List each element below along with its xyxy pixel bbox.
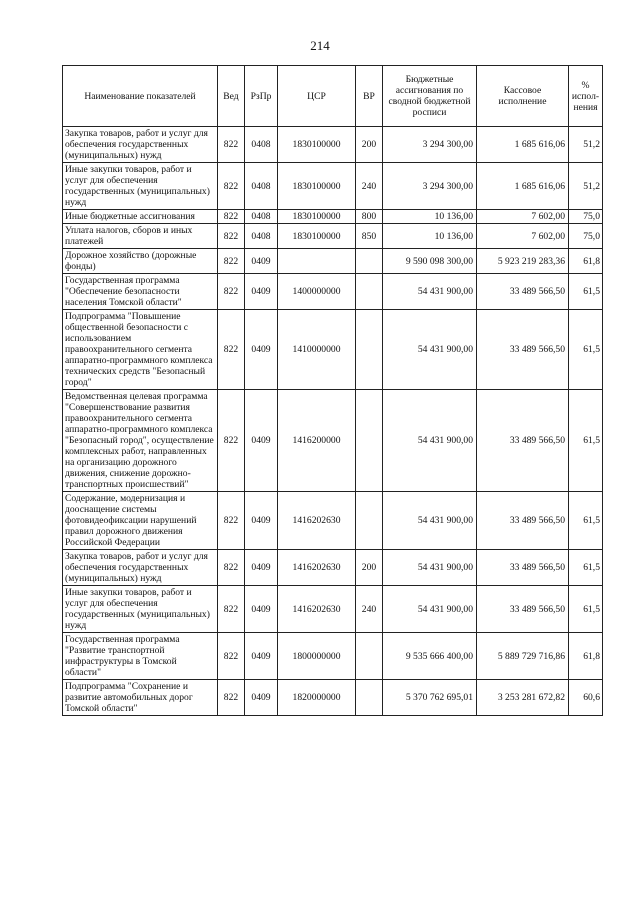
cell-pct: 51,2 — [569, 127, 603, 163]
cell-cash: 7 602,00 — [477, 224, 569, 249]
table-row — [63, 310, 603, 390]
cell-pct: 61,5 — [569, 310, 603, 390]
cell-ved: 822 — [218, 274, 245, 310]
cell-budget: 54 431 900,00 — [383, 586, 477, 633]
header-budget: Бюджетные ассигнования по сводной бюджетной росписи — [383, 66, 477, 127]
cell-name: Подпрограмма "Повышение общественной безопасности с использованием правоохранительного сегмента аппаратно-программного комплекса технических средств "Безопасный город" — [63, 310, 218, 390]
cell-ved: 822 — [218, 550, 245, 586]
cell-pct: 61,8 — [569, 249, 603, 274]
cell-rzpr: 0408 — [245, 224, 278, 249]
header-rzpr: РзПр — [245, 66, 278, 127]
cell-vr — [356, 492, 383, 550]
cell-name: Государственная программа "Обеспечение безопасности населения Томской области" — [63, 274, 218, 310]
cell-csr: 1416202630 — [278, 586, 356, 633]
cell-budget: 54 431 900,00 — [383, 274, 477, 310]
cell-rzpr: 0409 — [245, 586, 278, 633]
header-ved: Вед — [218, 66, 245, 127]
cell-csr: 1410000000 — [278, 310, 356, 390]
cell-pct: 60,6 — [569, 680, 603, 716]
cell-vr: 800 — [356, 210, 383, 224]
cell-budget: 54 431 900,00 — [383, 550, 477, 586]
cell-budget: 54 431 900,00 — [383, 310, 477, 390]
cell-cash: 7 602,00 — [477, 210, 569, 224]
header-vr: ВР — [356, 66, 383, 127]
cell-budget: 54 431 900,00 — [383, 492, 477, 550]
table-row — [63, 680, 603, 716]
cell-vr — [356, 390, 383, 492]
header-cash: Кассовое исполнение — [477, 66, 569, 127]
cell-vr — [356, 680, 383, 716]
table-row — [63, 633, 603, 680]
cell-rzpr: 0409 — [245, 249, 278, 274]
cell-cash: 33 489 566,50 — [477, 274, 569, 310]
cell-name: Государственная программа "Развитие транспортной инфраструктуры в Томской области" — [63, 633, 218, 680]
cell-pct: 61,8 — [569, 633, 603, 680]
cell-csr: 1416202630 — [278, 550, 356, 586]
cell-ved: 822 — [218, 680, 245, 716]
cell-ved: 822 — [218, 224, 245, 249]
cell-name: Подпрограмма "Сохранение и развитие автомобильных дорог Томской области" — [63, 680, 218, 716]
cell-rzpr: 0408 — [245, 210, 278, 224]
cell-vr — [356, 274, 383, 310]
cell-rzpr: 0409 — [245, 274, 278, 310]
cell-ved: 822 — [218, 127, 245, 163]
cell-rzpr: 0408 — [245, 163, 278, 210]
cell-budget: 3 294 300,00 — [383, 127, 477, 163]
table-header — [63, 66, 603, 127]
cell-name: Закупка товаров, работ и услуг для обеспечения государственных (муниципальных) нужд — [63, 127, 218, 163]
cell-cash: 33 489 566,50 — [477, 586, 569, 633]
cell-vr — [356, 633, 383, 680]
cell-pct: 75,0 — [569, 210, 603, 224]
cell-ved: 822 — [218, 586, 245, 633]
cell-vr: 850 — [356, 224, 383, 249]
cell-pct: 61,5 — [569, 586, 603, 633]
cell-name: Уплата налогов, сборов и иных платежей — [63, 224, 218, 249]
cell-vr: 200 — [356, 550, 383, 586]
table-row — [63, 249, 603, 274]
cell-csr — [278, 249, 356, 274]
cell-ved: 822 — [218, 310, 245, 390]
cell-pct: 61,5 — [569, 550, 603, 586]
cell-name: Ведомственная целевая программа "Совершенствование развития правоохранительного сегмента аппаратно-программного комплекса "Безопасный город", осуществление комплексных работ, направленных на организацию дорожного движения, снижение дорожно-транспортных происшествий" — [63, 390, 218, 492]
table-row — [63, 163, 603, 210]
cell-rzpr: 0409 — [245, 390, 278, 492]
cell-csr: 1830100000 — [278, 163, 356, 210]
cell-csr: 1830100000 — [278, 224, 356, 249]
cell-name: Иные бюджетные ассигнования — [63, 210, 218, 224]
header-pct: % испол-нения — [569, 66, 603, 127]
cell-vr: 240 — [356, 163, 383, 210]
table-row — [63, 210, 603, 224]
table-row — [63, 586, 603, 633]
table-row — [63, 274, 603, 310]
cell-name: Закупка товаров, работ и услуг для обеспечения государственных (муниципальных) нужд — [63, 550, 218, 586]
cell-vr — [356, 310, 383, 390]
cell-pct: 61,5 — [569, 274, 603, 310]
cell-pct: 61,5 — [569, 492, 603, 550]
cell-csr: 1400000000 — [278, 274, 356, 310]
header-csr: ЦСР — [278, 66, 356, 127]
cell-cash: 5 889 729 716,86 — [477, 633, 569, 680]
table-row — [63, 390, 603, 492]
cell-csr: 1416200000 — [278, 390, 356, 492]
cell-cash: 33 489 566,50 — [477, 550, 569, 586]
cell-cash: 1 685 616,06 — [477, 127, 569, 163]
cell-rzpr: 0409 — [245, 492, 278, 550]
cell-pct: 51,2 — [569, 163, 603, 210]
header-row — [63, 66, 603, 127]
cell-name: Иные закупки товаров, работ и услуг для обеспечения государственных (муниципальных) нужд — [63, 163, 218, 210]
cell-budget: 9 590 098 300,00 — [383, 249, 477, 274]
cell-rzpr: 0409 — [245, 680, 278, 716]
page-number: 214 — [310, 38, 330, 53]
cell-budget: 3 294 300,00 — [383, 163, 477, 210]
cell-budget: 5 370 762 695,01 — [383, 680, 477, 716]
cell-ved: 822 — [218, 633, 245, 680]
cell-name: Иные закупки товаров, работ и услуг для обеспечения государственных (муниципальных) нужд — [63, 586, 218, 633]
table-row — [63, 550, 603, 586]
cell-cash: 33 489 566,50 — [477, 310, 569, 390]
cell-ved: 822 — [218, 390, 245, 492]
cell-vr — [356, 249, 383, 274]
cell-ved: 822 — [218, 163, 245, 210]
cell-cash: 33 489 566,50 — [477, 390, 569, 492]
cell-pct: 61,5 — [569, 390, 603, 492]
cell-vr: 200 — [356, 127, 383, 163]
cell-ved: 822 — [218, 210, 245, 224]
budget-table — [62, 65, 603, 716]
cell-cash: 33 489 566,50 — [477, 492, 569, 550]
cell-pct: 75,0 — [569, 224, 603, 249]
cell-rzpr: 0409 — [245, 550, 278, 586]
cell-cash: 5 923 219 283,36 — [477, 249, 569, 274]
cell-vr: 240 — [356, 586, 383, 633]
cell-budget: 10 136,00 — [383, 224, 477, 249]
cell-csr: 1800000000 — [278, 633, 356, 680]
cell-ved: 822 — [218, 492, 245, 550]
cell-rzpr: 0408 — [245, 127, 278, 163]
cell-cash: 1 685 616,06 — [477, 163, 569, 210]
header-name: Наименование показателей — [63, 66, 218, 127]
cell-budget: 10 136,00 — [383, 210, 477, 224]
cell-ved: 822 — [218, 249, 245, 274]
cell-csr: 1830100000 — [278, 127, 356, 163]
cell-budget: 9 535 666 400,00 — [383, 633, 477, 680]
cell-csr: 1416202630 — [278, 492, 356, 550]
cell-rzpr: 0409 — [245, 310, 278, 390]
cell-csr: 1820000000 — [278, 680, 356, 716]
table-row — [63, 127, 603, 163]
table-body — [63, 127, 603, 716]
cell-cash: 3 253 281 672,82 — [477, 680, 569, 716]
cell-csr: 1830100000 — [278, 210, 356, 224]
cell-name: Содержание, модернизация и дооснащение системы фотовидеофиксации нарушений правил дорожного движения Российской Федерации — [63, 492, 218, 550]
cell-name: Дорожное хозяйство (дорожные фонды) — [63, 249, 218, 274]
cell-budget: 54 431 900,00 — [383, 390, 477, 492]
table-row — [63, 492, 603, 550]
table-row — [63, 224, 603, 249]
cell-rzpr: 0409 — [245, 633, 278, 680]
